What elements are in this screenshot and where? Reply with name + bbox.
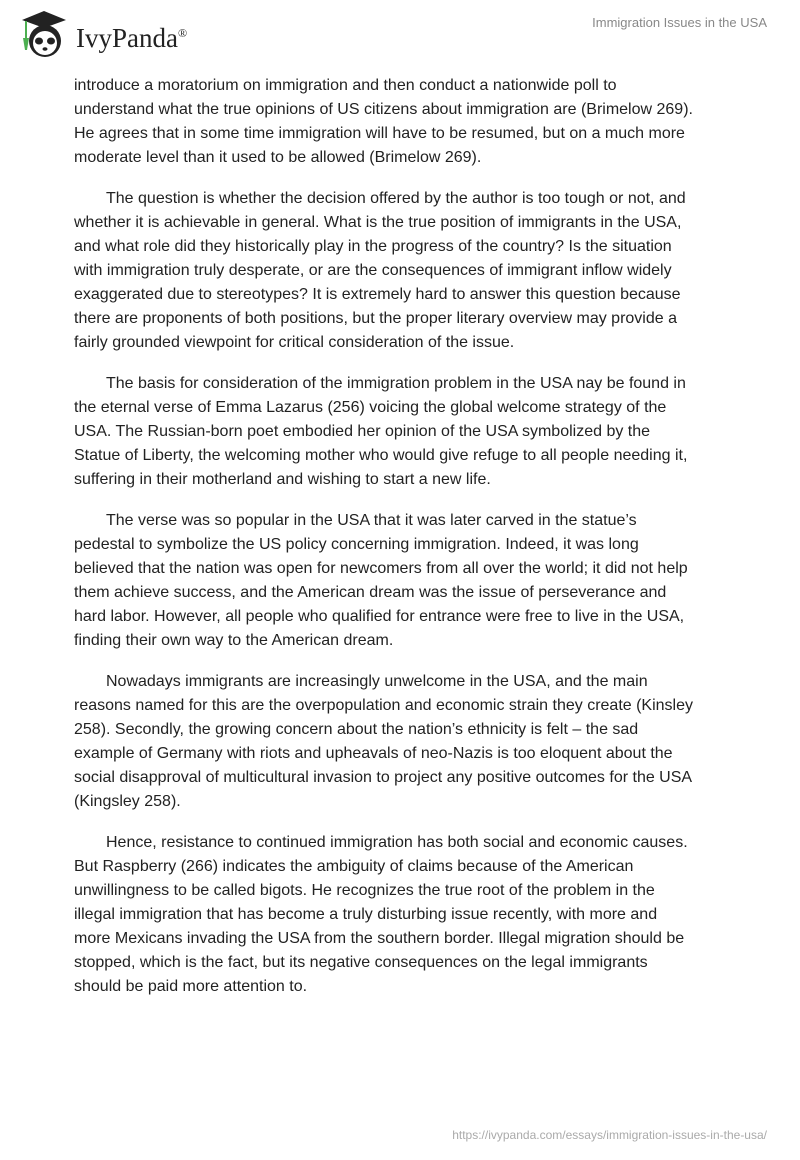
- paragraph-line: social disapproval of multicultural invasion to project any positive outcomes for the USA: [74, 769, 693, 786]
- essay-paragraph: [74, 670, 744, 814]
- paragraph-line: with immigration truly desperate, or are the consequences of immigrant inflow widely: [74, 262, 672, 279]
- paragraph-line: moderate level than it used to be allowed (Brimelow 269).: [74, 149, 482, 166]
- paragraph-line: suffering in their motherland and wishing to start a new life.: [74, 471, 491, 488]
- paragraph-line: pedestal to symbolize the US policy concerning immigration. Indeed, it was long: [74, 536, 639, 553]
- paragraph-line: fairly grounded viewpoint for critical consideration of the issue.: [74, 334, 515, 351]
- source-url[interactable]: https://ivypanda.com/essays/immigration-issues-in-the-usa/: [452, 1128, 767, 1142]
- paragraph-line: example of Germany with riots and upheavals of neo-Nazis is too eloquent about the: [74, 745, 673, 762]
- paragraph-line: Statue of Liberty, the welcoming mother who would give refuge to all people needing it,: [74, 447, 688, 464]
- paragraph-line: He agrees that in some time immigration will have to be resumed, but on a much more: [74, 125, 685, 142]
- paragraph-line: USA. The Russian-born poet embodied her opinion of the USA symbolized by the: [74, 423, 651, 440]
- essay-body: [74, 74, 744, 1016]
- paragraph-line: But Raspberry (266) indicates the ambiguity of claims because of the American: [74, 858, 634, 875]
- paragraph-line: stopped, which is the fact, but its negative consequences on the legal immigrants: [74, 954, 648, 971]
- paragraph-line: hard labor. However, all people who qualified for entrance were free to live in the USA,: [74, 608, 685, 625]
- paragraph-line: understand what the true opinions of US citizens about immigration are (Brimelow 269).: [74, 101, 693, 118]
- paragraph-line: illegal immigration that has become a truly disturbing issue recently, with more and: [74, 906, 658, 923]
- paragraph-line: whether it is achievable in general. What is the true position of immigrants in the USA,: [74, 214, 682, 231]
- essay-paragraph: [74, 187, 744, 355]
- essay-paragraph: [74, 509, 744, 653]
- paragraph-line: them achieve success, and the American dream was the issue of perseverance and: [74, 584, 667, 601]
- paragraph-line: Nowadays immigrants are increasingly unwelcome in the USA, and the main: [106, 673, 648, 690]
- paragraph-line: reasons named for this are the overpopulation and economic strain they create (Kinsley: [74, 697, 694, 714]
- paragraph-line: the eternal verse of Emma Lazarus (256) voicing the global welcome strategy of the: [74, 399, 667, 416]
- document-title: Immigration Issues in the USA: [592, 15, 767, 30]
- paragraph-line: introduce a moratorium on immigration and then conduct a nationwide poll to: [74, 77, 617, 94]
- essay-paragraph: [74, 372, 744, 492]
- paragraph-line: finding their own way to the American dream.: [74, 632, 394, 649]
- paragraph-line: The verse was so popular in the USA that it was later carved in the statue’s: [106, 512, 637, 529]
- paragraph-line: (Kingsley 258).: [74, 793, 181, 810]
- paragraph-line: Hence, resistance to continued immigration has both social and economic causes.: [106, 834, 688, 851]
- paragraph-line: The basis for consideration of the immigration problem in the USA nay be found in: [106, 375, 686, 392]
- brand-name: IvyPanda®: [76, 22, 188, 53]
- paragraph-line: more Mexicans invading the USA from the southern border. Illegal migration should be: [74, 930, 685, 947]
- paragraph-line: 258). Secondly, the growing concern about the nation’s ethnicity is felt – the sad: [74, 721, 639, 738]
- essay-paragraph: [74, 831, 744, 999]
- essay-paragraph: [74, 74, 744, 170]
- paragraph-line: exaggerated due to stereotypes? It is extremely hard to answer this question because: [74, 286, 681, 303]
- ivypanda-logo[interactable]: [18, 8, 187, 60]
- paragraph-line: believed that the nation was open for newcomers from all over the world; it did not help: [74, 560, 688, 577]
- paragraph-line: should be paid more attention to.: [74, 978, 308, 995]
- paragraph-line: there are proponents of both positions, but the proper literary overview may provide a: [74, 310, 677, 327]
- paragraph-line: unwillingness to be called bigots. He recognizes the true root of the problem in the: [74, 882, 655, 899]
- paragraph-line: The question is whether the decision offered by the author is too tough or not, and: [106, 190, 686, 207]
- paragraph-line: and what role did they historically play in the progress of the country? Is the situation: [74, 238, 672, 255]
- panda-graduate-icon: [18, 8, 70, 60]
